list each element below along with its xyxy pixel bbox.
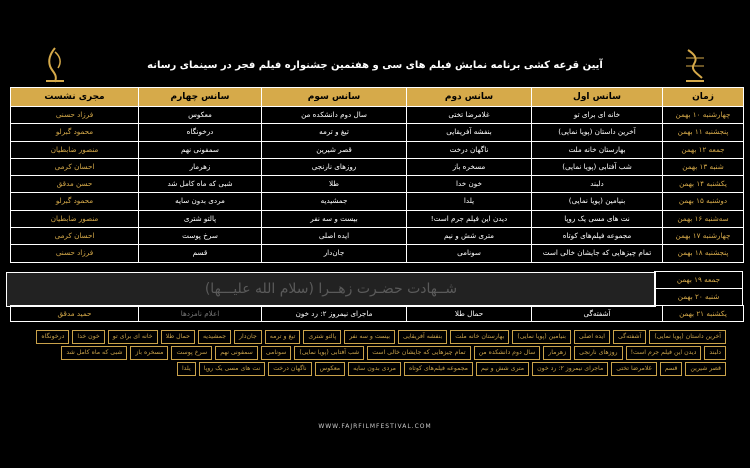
cell-session-1: بنیامین (پویا نمایی)	[531, 192, 663, 210]
cell-session-4: معکوس	[138, 106, 262, 124]
film-tag: مردی بدون سایه	[348, 362, 401, 376]
cell-session-4: مردی بدون سایه	[138, 192, 262, 210]
cell-session-1: خانه ای برای تو	[531, 106, 663, 124]
table-row	[6, 159, 744, 176]
cell-host: احسان کرمی	[10, 158, 139, 176]
film-tag: شب آفتابی (پویا نمایی)	[294, 346, 364, 360]
film-tag: درخونگاه	[36, 330, 69, 344]
film-tag: تیغ و ترمه	[265, 330, 301, 344]
film-tag: غلامرضا تختی	[611, 362, 657, 376]
festival-logo-right	[680, 44, 710, 86]
cell-session-3: قصر شیرین	[261, 141, 407, 159]
cell-session-4: سرخ پوست	[138, 227, 262, 245]
cell-session-2: یلدا	[406, 192, 532, 210]
film-tag: ناگهان درخت	[268, 362, 311, 376]
film-tag: بنفشه آفریقایی	[398, 330, 447, 344]
film-tag: مسخره باز	[130, 346, 168, 360]
film-tag: جان‌دار	[234, 330, 262, 344]
film-tag: متری شش و نیم	[476, 362, 529, 376]
film-tag: بیست و سه نفر	[344, 330, 395, 344]
special-dates	[655, 272, 744, 306]
film-tag: معکوس	[315, 362, 345, 376]
header-session-3: سانس سوم	[261, 87, 407, 107]
schedule-table	[6, 88, 744, 263]
cell-session-1: دلبند	[531, 175, 663, 193]
cell-host: محمود گبرلو	[10, 192, 139, 210]
cell-session-2: ناگهان درخت	[406, 141, 532, 159]
cell-session-1: آشفته‌گی	[531, 305, 663, 322]
cell-session-4: شبی که ماه کامل شد	[138, 175, 262, 193]
cell-session-1: مجموعه فیلم‌های کوتاه	[531, 227, 663, 245]
film-tag: شبی که ماه کامل شد	[61, 346, 127, 360]
film-tag: دلبند	[704, 346, 726, 360]
cell-host: حمید مدقق	[10, 305, 139, 322]
cell-host: احسان کرمی	[10, 227, 139, 245]
film-tag: ماجرای نیمروز ۲: رد خون	[532, 362, 608, 376]
cell-date: یکشنبه ۱۴ بهمن	[662, 175, 744, 193]
cell-session-4: پالتو شتری	[138, 210, 262, 228]
film-tag: جمشیدیه	[198, 330, 231, 344]
cell-date: چهارشنبه ۱۰ بهمن	[662, 106, 744, 124]
table-row	[6, 211, 744, 228]
table-row	[6, 193, 744, 210]
header-session-1: سانس اول	[531, 87, 663, 107]
cell-session-3: سال دوم دانشکده من	[261, 106, 407, 124]
table-header-row	[6, 88, 744, 107]
header-date: زمان	[662, 87, 744, 107]
cell-host: منصور ضابطیان	[10, 210, 139, 228]
cell-session-3: بیست و سه نفر	[261, 210, 407, 228]
film-tags	[24, 330, 726, 376]
cell-session-4: زهرمار	[138, 158, 262, 176]
film-tag: روزهای نارنجی	[574, 346, 622, 360]
film-tag: حمال طلا	[161, 330, 195, 344]
table-row	[6, 107, 744, 124]
film-tag: دیدن این فیلم جرم است!	[626, 346, 702, 360]
cell-date: پنجشنبه ۱۸ بهمن	[662, 244, 744, 262]
film-tag: خون خدا	[72, 330, 104, 344]
cell-session-3: تیغ و ترمه	[261, 123, 407, 141]
film-tag: ایده اصلی	[574, 330, 610, 344]
cell-session-2: دیدن این فیلم جرم است!	[406, 210, 532, 228]
film-tag: سونامی	[261, 346, 291, 360]
film-tag: نت های مسی یک روپا	[199, 362, 266, 376]
cell-date: دوشنبه ۱۵ بهمن	[662, 192, 744, 210]
special-date-1: جمعه ۱۹ بهمن	[654, 271, 743, 289]
table-row-last	[6, 306, 744, 323]
cell-date: یکشنبه ۲۱ بهمن	[662, 305, 744, 322]
cell-session-1: بهارستان خانه ملت	[531, 141, 663, 159]
cell-session-3: ایده اصلی	[261, 227, 407, 245]
festival-logo-left	[40, 44, 70, 86]
table-row	[6, 142, 744, 159]
cell-session-1: نت های مسی یک روپا	[531, 210, 663, 228]
header-host: مجری نشست	[10, 87, 139, 107]
special-day-notice: شــهادت حضـرت زهــرا (سلام الله علیـــها)	[6, 272, 656, 307]
cell-session-1: شب آفتابی (پویا نمایی)	[531, 158, 663, 176]
table-row	[6, 228, 744, 245]
cell-session-1: تمام چیزهایی که جایشان خالی است	[531, 244, 663, 262]
film-tag: سمفونی نهم	[215, 346, 258, 360]
website-url: WWW.FAJRFILMFESTIVAL.COM	[318, 423, 432, 430]
film-tag: بهارستان خانه ملت	[450, 330, 509, 344]
film-tag: زهرمار	[543, 346, 571, 360]
cell-session-3: ماجرای نیمروز ۲: رد خون	[261, 305, 407, 322]
film-tag: مجموعه فیلم‌های کوتاه	[404, 362, 473, 376]
cell-date: چهارشنبه ۱۷ بهمن	[662, 227, 744, 245]
cell-host: فرزاد حسنی	[10, 106, 139, 124]
film-tag: تمام چیزهایی که جایشان خالی است	[367, 346, 470, 360]
cell-session-2: سونامی	[406, 244, 532, 262]
cell-date: شنبه ۱۳ بهمن	[662, 158, 744, 176]
special-date-2: شنبه ۲۰ بهمن	[654, 288, 743, 306]
cell-date: پنجشنبه ۱۱ بهمن	[662, 123, 744, 141]
film-tag: بنیامین (پویا نمایی)	[512, 330, 571, 344]
cell-session-4: قسم	[138, 244, 262, 262]
cell-session-3: طلا	[261, 175, 407, 193]
cell-session-4: سمفونی نهم	[138, 141, 262, 159]
cell-session-2: خون خدا	[406, 175, 532, 193]
cell-host: حسن مدقق	[10, 175, 139, 193]
film-tag: آخرین داستان (پویا نمایی)	[649, 330, 726, 344]
cell-session-2: مسخره باز	[406, 158, 532, 176]
film-tag: آشفته‌گی	[613, 330, 646, 344]
film-tag: سال دوم دانشکده من	[474, 346, 541, 360]
cell-host: فرزاد حسنی	[10, 244, 139, 262]
cell-session-3: جان‌دار	[261, 244, 407, 262]
film-tag: خانه ای برای تو	[108, 330, 158, 344]
cell-session-4: درخونگاه	[138, 123, 262, 141]
cell-session-1: آخرین داستان (پویا نمایی)	[531, 123, 663, 141]
cell-session-2: متری شش و نیم	[406, 227, 532, 245]
film-tag: پالتو شتری	[303, 330, 341, 344]
cell-session-3: جمشیدیه	[261, 192, 407, 210]
cell-session-3: روزهای نارنجی	[261, 158, 407, 176]
cell-session-2: بنفشه آفریقایی	[406, 123, 532, 141]
cell-session-2: غلامرضا تختی	[406, 106, 532, 124]
cell-session-4: اعلام نامزدها	[138, 305, 262, 322]
cell-date: جمعه ۱۲ بهمن	[662, 141, 744, 159]
header-session-4: سانس چهارم	[138, 87, 262, 107]
film-tag: یلدا	[177, 362, 196, 376]
cell-session-2: حمال طلا	[406, 305, 532, 322]
header-session-2: سانس دوم	[406, 87, 532, 107]
cell-host: محمود گبرلو	[10, 123, 139, 141]
film-tag: سرخ پوست	[171, 346, 212, 360]
table-row	[6, 124, 744, 141]
cell-host: منصور ضابطیان	[10, 141, 139, 159]
table-row	[6, 176, 744, 193]
page-title: آیین قرعه کشی برنامه نمایش فیلم های سی و هفتمین جشنواره فیلم فجر در سینمای رسانه	[147, 60, 603, 71]
film-tag: قسم	[660, 362, 683, 376]
cell-date: سه‌شنبه ۱۶ بهمن	[662, 210, 744, 228]
table-row	[6, 245, 744, 262]
film-tag: قصر شیرین	[685, 362, 726, 376]
